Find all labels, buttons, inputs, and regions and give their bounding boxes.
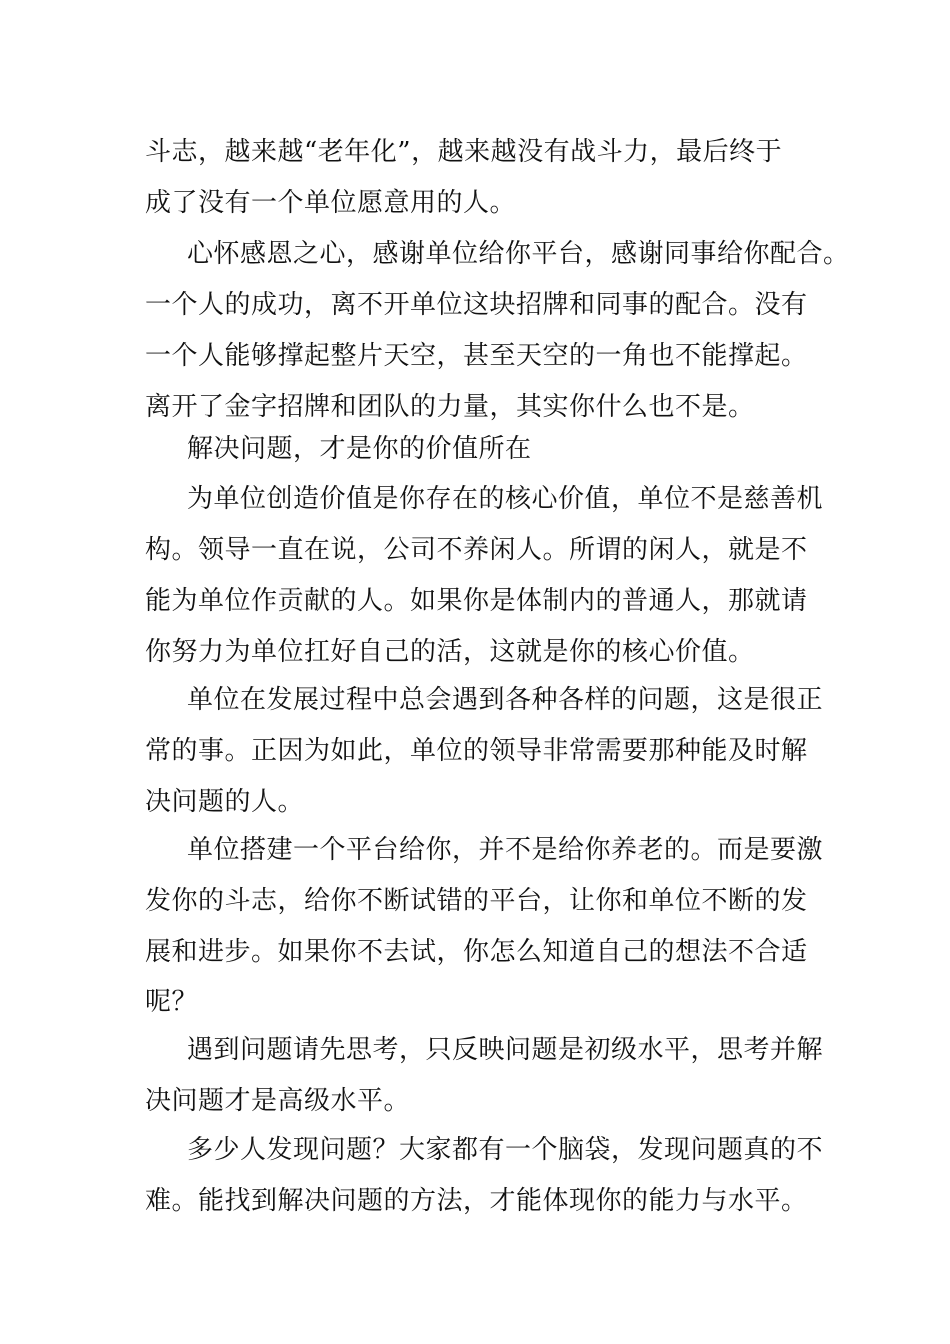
text-line: 为单位创造价值是你存在的核心价值，单位不是慈善机 xyxy=(187,484,824,514)
text-line: 单位在发展过程中总会遇到各种各样的问题，这是很正 xyxy=(187,685,824,715)
text-line: 遇到问题请先思考，只反映问题是初级水平，思考并解 xyxy=(187,1035,824,1065)
text-line: 决问题才是高级水平。 xyxy=(145,1086,411,1116)
section-heading: 解决问题，才是你的价值所在 xyxy=(187,434,532,464)
text-line: 心怀感恩之心，感谢单位给你平台，感谢同事给你配合。 xyxy=(187,239,850,269)
text-line: 你努力为单位扛好自己的活，这就是你的核心价值。 xyxy=(145,637,755,667)
text-line: 一个人的成功，离不开单位这块招牌和同事的配合。没有 xyxy=(145,290,808,320)
text-line: 能为单位作贡献的人。如果你是体制内的普通人，那就请 xyxy=(145,586,808,616)
text-line: 呢？ xyxy=(145,987,199,1017)
text-line: 决问题的人。 xyxy=(145,787,305,817)
text-line: 多少人发现问题？大家都有一个脑袋，发现问题真的不 xyxy=(187,1135,824,1165)
text-line: 常的事。正因为如此，单位的领导非常需要那种能及时解 xyxy=(145,736,808,766)
text-line: 展和进步。如果你不去试，你怎么知道自己的想法不合适 xyxy=(145,937,808,967)
text-line: 斗志，越来越“老年化”，越来越没有战斗力，最后终于 xyxy=(145,137,783,167)
text-line: 成了没有一个单位愿意用的人。 xyxy=(145,188,517,218)
text-line: 难。能找到解决问题的方法，才能体现你的能力与水平。 xyxy=(145,1186,808,1216)
text-line: 一个人能够撑起整片天空，甚至天空的一角也不能撑起。 xyxy=(145,341,808,371)
text-line: 单位搭建一个平台给你，并不是给你养老的。而是要激 xyxy=(187,835,824,865)
text-line: 构。领导一直在说，公司不养闲人。所谓的闲人，就是不 xyxy=(145,535,808,565)
text-line: 离开了金字招牌和团队的力量，其实你什么也不是。 xyxy=(145,392,755,422)
text-line: 发你的斗志，给你不断试错的平台，让你和单位不断的发 xyxy=(145,886,808,916)
